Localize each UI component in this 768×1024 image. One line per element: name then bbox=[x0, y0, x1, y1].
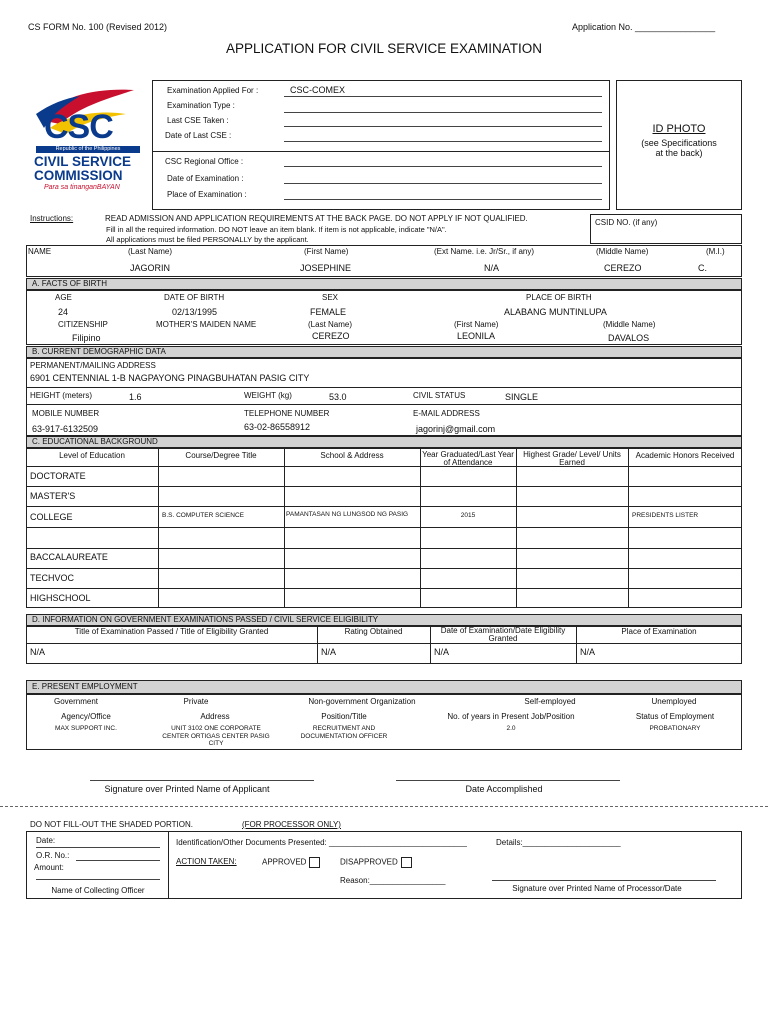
date-accomplished-line[interactable] bbox=[396, 780, 620, 781]
last-cse-label: Last CSE Taken : bbox=[167, 116, 229, 125]
edu-header-level: Level of Education bbox=[59, 451, 125, 460]
action-taken-label: ACTION TAKEN: bbox=[176, 857, 237, 866]
instructions-label: Instructions: bbox=[30, 214, 74, 223]
civil-status-value[interactable]: SINGLE bbox=[505, 392, 539, 402]
last-name-label: (Last Name) bbox=[128, 247, 173, 256]
application-number-field[interactable]: Application No. ________________ bbox=[572, 22, 716, 32]
dob-label: DATE OF BIRTH bbox=[164, 293, 225, 302]
citizenship-value[interactable]: Filipino bbox=[72, 333, 101, 343]
last-cse-field[interactable] bbox=[284, 126, 602, 127]
emp-status-value[interactable]: PROBATIONARY bbox=[649, 725, 701, 732]
date-accomplished-label: Date Accomplished bbox=[465, 784, 543, 794]
ext-name-label: (Ext Name. i.e. Jr/Sr., if any) bbox=[434, 247, 535, 256]
mother-last-label: (Last Name) bbox=[308, 320, 353, 329]
mother-middle-label: (Middle Name) bbox=[603, 320, 656, 329]
telephone-label: TELEPHONE NUMBER bbox=[244, 409, 330, 418]
applicant-signature-line[interactable] bbox=[90, 780, 314, 781]
sex-label: SEX bbox=[322, 293, 339, 302]
amount-label: Amount: bbox=[34, 863, 64, 872]
section-d-title: D. INFORMATION ON GOVERNMENT EXAMINATIONS PASSED / CIVIL SERVICE ELIGIBILITY bbox=[32, 615, 379, 624]
gov-header-rating: Rating Obtained bbox=[344, 627, 403, 636]
emp-position-value[interactable]: RECRUITMENT AND DOCUMENTATION OFFICER bbox=[300, 725, 388, 740]
processor-signature-label: Signature over Printed Name of Processor/Date bbox=[512, 884, 682, 893]
edu-college-course[interactable]: B.S. COMPUTER SCIENCE bbox=[162, 512, 244, 519]
emp-header-address: Address bbox=[200, 712, 230, 721]
middle-name-value[interactable]: CEREZO bbox=[604, 263, 642, 273]
emp-header-years: No. of years in Present Job/Position bbox=[447, 712, 575, 721]
education-table bbox=[26, 448, 742, 608]
form-number: CS FORM No. 100 (Revised 2012) bbox=[28, 22, 168, 32]
emp-years-value[interactable]: 2.0 bbox=[506, 725, 516, 732]
mother-last-value[interactable]: CEREZO bbox=[312, 331, 350, 341]
gov-place-value[interactable]: N/A bbox=[580, 647, 596, 657]
mothers-maiden-label: MOTHER'S MAIDEN NAME bbox=[156, 320, 257, 329]
approved-box[interactable] bbox=[309, 857, 320, 868]
or-number-field[interactable] bbox=[76, 860, 160, 861]
edu-level-techvoc: TECHVOC bbox=[30, 573, 75, 583]
date-last-cse-field[interactable] bbox=[284, 141, 602, 142]
emp-address-value[interactable]: UNIT 3102 ONE CORPORATE CENTER ORTIGAS CENTER PASIG CITY bbox=[162, 725, 270, 747]
dob-value[interactable]: 02/13/1995 bbox=[172, 307, 218, 317]
exam-type-label: Examination Type : bbox=[167, 101, 235, 110]
edu-level-baccalaureate: BACCALAUREATE bbox=[30, 552, 108, 562]
mobile-value[interactable]: 63-917-6132509 bbox=[32, 424, 99, 434]
processor-date-label: Date: bbox=[36, 836, 56, 845]
approved-checkbox[interactable] bbox=[262, 857, 320, 868]
gov-header-title: Title of Examination Passed / Title of Eligibility Granted bbox=[74, 627, 269, 636]
instructions-line-1: READ ADMISSION AND APPLICATION REQUIREMENTS AT THE BACK PAGE. DO NOT APPLY IF NOT QUALIFIED. bbox=[105, 214, 528, 223]
section-c-title: C. EDUCATIONAL BACKGROUND bbox=[32, 437, 158, 446]
edu-header-course: Course/Degree Title bbox=[185, 451, 257, 460]
section-a-title: A. FACTS OF BIRTH bbox=[32, 279, 107, 288]
email-label: E-MAIL ADDRESS bbox=[413, 409, 480, 418]
emp-type-private[interactable]: Private bbox=[183, 697, 209, 706]
mother-middle-value[interactable]: DAVALOS bbox=[608, 333, 650, 343]
emp-type-unemployed[interactable]: Unemployed bbox=[651, 697, 697, 706]
telephone-value[interactable]: 63-02-86558912 bbox=[244, 422, 311, 432]
ext-name-value[interactable]: N/A bbox=[484, 263, 500, 273]
sex-value[interactable]: FEMALE bbox=[310, 307, 347, 317]
section-facts-of-birth bbox=[26, 278, 742, 290]
or-number-label: O.R. No.: bbox=[36, 851, 70, 860]
edu-level-college: COLLEGE bbox=[30, 512, 73, 522]
section-e-title: E. PRESENT EMPLOYMENT bbox=[32, 682, 138, 691]
height-label: HEIGHT (meters) bbox=[30, 391, 93, 400]
edu-header-honors: Academic Honors Received bbox=[635, 451, 735, 460]
address-label: PERMANENT/MAILING ADDRESS bbox=[30, 361, 156, 370]
collecting-officer-line[interactable] bbox=[36, 879, 160, 880]
disapproved-checkbox[interactable] bbox=[340, 857, 412, 868]
edu-level-doctorate: DOCTORATE bbox=[30, 471, 86, 481]
age-value[interactable]: 24 bbox=[58, 307, 69, 317]
middle-name-label: (Middle Name) bbox=[596, 247, 649, 256]
gov-date-value[interactable]: N/A bbox=[434, 647, 450, 657]
emp-type-ngo[interactable]: Non-government Organization bbox=[308, 697, 416, 706]
shaded-portion-note: DO NOT FILL-OUT THE SHADED PORTION. bbox=[30, 820, 193, 829]
height-value[interactable]: 1.6 bbox=[129, 392, 142, 402]
form-title: APPLICATION FOR CIVIL SERVICE EXAMINATION bbox=[225, 41, 543, 56]
address-value[interactable]: 6901 CENTENNIAL 1-B NAGPAYONG PINAGBUHATAN PASIG CITY bbox=[30, 373, 310, 383]
applicant-signature-label: Signature over Printed Name of Applicant bbox=[104, 784, 270, 794]
csid-label: CSID NO. (if any) bbox=[595, 218, 658, 227]
collecting-officer-label: Name of Collecting Officer bbox=[51, 886, 145, 895]
emp-header-agency: Agency/Office bbox=[61, 712, 111, 721]
mother-first-label: (First Name) bbox=[454, 320, 499, 329]
cut-line bbox=[0, 806, 768, 807]
edu-header-school: School & Address bbox=[320, 451, 384, 460]
mi-label: (M.I.) bbox=[706, 247, 725, 256]
edu-level-masters: MASTER'S bbox=[30, 491, 76, 501]
id-documents-field[interactable]: Identification/Other Documents Presented: _______________________________ bbox=[176, 838, 467, 847]
details-field[interactable]: Details:______________________ bbox=[496, 838, 621, 847]
mobile-label: MOBILE NUMBER bbox=[32, 409, 100, 418]
emp-agency-value[interactable]: MAX SUPPORT INC. bbox=[55, 725, 117, 732]
edu-college-school[interactable]: PAMANTASAN NG LUNGSOD NG PASIG bbox=[286, 511, 409, 518]
weight-value[interactable]: 53.0 bbox=[329, 392, 347, 402]
civil-status-label: CIVIL STATUS bbox=[413, 391, 466, 400]
emp-header-position: Position/Title bbox=[321, 712, 367, 721]
id-photo-title: ID PHOTO bbox=[652, 123, 706, 135]
edu-header-grade: Highest Grade/ Level/ Units Earned bbox=[523, 450, 621, 467]
date-exam-label: Date of Examination : bbox=[167, 174, 244, 183]
instructions-line-2: Fill in all the required information. DO NOT leave an item blank. If item is not applicable, indicate "N/A". bbox=[106, 225, 447, 234]
gov-rating-value[interactable]: N/A bbox=[321, 647, 337, 657]
name-label: NAME bbox=[28, 247, 52, 256]
age-label: AGE bbox=[55, 293, 72, 302]
last-name-value[interactable]: JAGORIN bbox=[130, 263, 171, 273]
emp-type-self-employed[interactable]: Self-employed bbox=[524, 697, 576, 706]
gov-title-value[interactable]: N/A bbox=[30, 647, 46, 657]
first-name-label: (First Name) bbox=[304, 247, 349, 256]
mother-first-value[interactable]: LEONILA bbox=[457, 331, 496, 341]
first-name-value[interactable]: JOSEPHINE bbox=[300, 263, 352, 273]
approved-label: APPROVED bbox=[262, 857, 307, 867]
place-exam-field[interactable] bbox=[284, 199, 602, 200]
instructions-line-3: All applications must be filed PERSONALLY by the applicant. bbox=[106, 235, 309, 244]
exam-applied-label: Examination Applied For : bbox=[167, 86, 259, 95]
place-of-birth-value[interactable]: ALABANG MUNTINLUPA bbox=[504, 307, 607, 317]
weight-label: WEIGHT (kg) bbox=[244, 391, 292, 400]
processor-signature-line[interactable] bbox=[492, 880, 716, 881]
email-value[interactable]: jagorinj@gmail.com bbox=[416, 424, 496, 434]
edu-college-honors[interactable]: PRESIDENTS LISTER bbox=[632, 512, 699, 519]
disapproved-label: DISAPPROVED bbox=[340, 857, 398, 867]
gov-header-place: Place of Examination bbox=[621, 627, 697, 636]
regional-office-label: CSC Regional Office : bbox=[165, 157, 244, 166]
edu-college-year[interactable]: 2015 bbox=[460, 512, 476, 519]
place-of-birth-label: PLACE OF BIRTH bbox=[526, 293, 592, 302]
citizenship-label: CITIZENSHIP bbox=[58, 320, 108, 329]
exam-type-field[interactable] bbox=[284, 112, 602, 113]
place-exam-label: Place of Examination : bbox=[167, 190, 247, 199]
date-last-cse-label: Date of Last CSE : bbox=[165, 131, 232, 140]
processor-date-field[interactable] bbox=[36, 847, 160, 848]
emp-header-status: Status of Employment bbox=[635, 712, 715, 721]
id-photo-note: (see Specifications at the back) bbox=[641, 138, 717, 158]
for-processor-label: (FOR PROCESSOR ONLY) bbox=[242, 820, 341, 829]
regional-office-field[interactable] bbox=[284, 166, 602, 167]
emp-type-government[interactable]: Government bbox=[53, 697, 99, 706]
section-b-title: B. CURRENT DEMOGRAPHIC DATA bbox=[32, 347, 166, 356]
exam-applied-value[interactable]: CSC-COMEX bbox=[290, 85, 346, 95]
gov-header-date: Date of Examination/Date Eligibility Granted bbox=[440, 626, 566, 643]
mi-value[interactable]: C. bbox=[698, 263, 707, 273]
disapproved-box[interactable] bbox=[401, 857, 412, 868]
reason-field[interactable]: Reason:_________________ bbox=[340, 876, 446, 885]
csc-logo: CSC Republic of the Philippines CIVIL SERVICE COMMISSION Para sa tinanganBAYAN bbox=[30, 84, 142, 200]
edu-header-year: Year Graduated/Last Year of Attendance bbox=[422, 450, 514, 467]
date-exam-field[interactable] bbox=[284, 183, 602, 184]
edu-level-highschool: HIGHSCHOOL bbox=[30, 593, 91, 603]
